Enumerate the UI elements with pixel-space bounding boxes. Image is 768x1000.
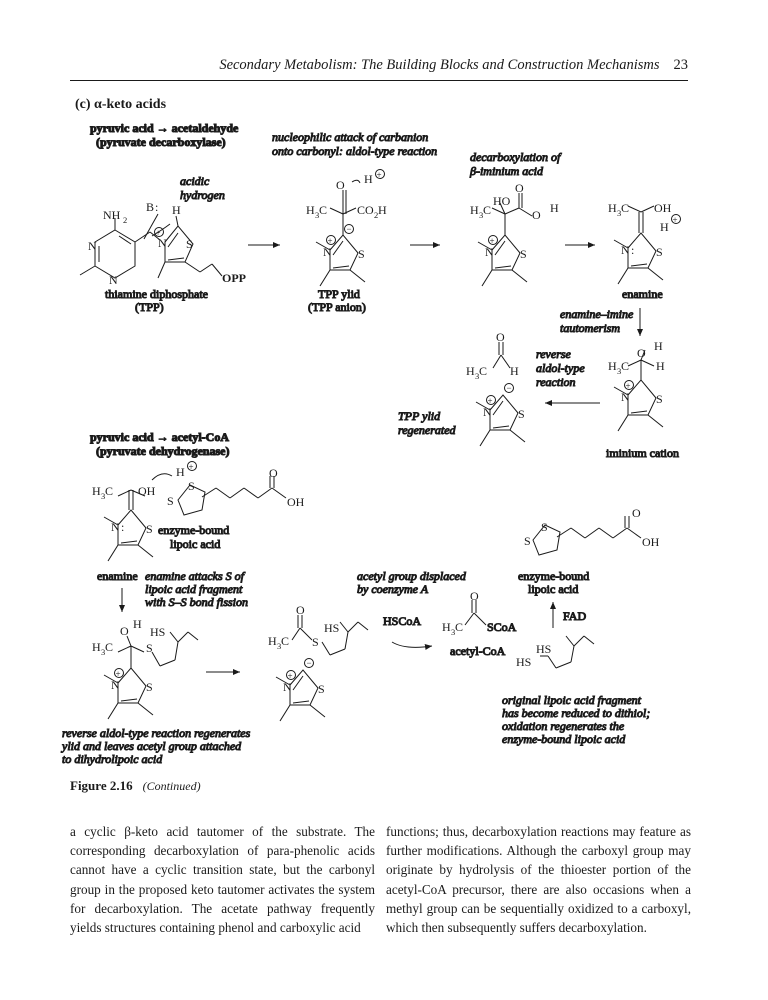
svg-text:O: O [515, 181, 524, 195]
note-reverse-3: reaction [536, 375, 576, 389]
label-fad: FAD [563, 609, 587, 623]
svg-text:N: N [323, 245, 332, 259]
svg-text:HS: HS [324, 621, 340, 635]
svg-text:H: H [92, 484, 101, 498]
svg-text:N: N [283, 680, 292, 694]
svg-text:3: 3 [277, 641, 282, 651]
label-enamine-1: enamine [622, 287, 663, 301]
svg-text:HS: HS [536, 642, 552, 656]
label-enamine-2: enamine [97, 569, 138, 583]
svg-text:S: S [167, 494, 174, 508]
svg-text:NH: NH [103, 208, 121, 222]
svg-text:C: C [455, 620, 464, 634]
scheme2-title-2: (pyruvate dehydrogenase) [96, 444, 230, 458]
svg-text:S: S [146, 680, 153, 694]
svg-text:C: C [483, 203, 492, 217]
note-attack-2: lipoic acid fragment [145, 582, 243, 596]
svg-text:+: + [115, 669, 121, 679]
scheme1-title-2: (pyruvate decarboxylase) [96, 135, 226, 149]
svg-text:2: 2 [374, 210, 379, 220]
svg-text:H: H [660, 220, 669, 234]
note-ylid-regen-2: regenerated [398, 423, 456, 437]
svg-text:+: + [625, 381, 631, 391]
svg-text:N: N [621, 243, 630, 257]
figure-number: Figure 2.16 [70, 778, 133, 793]
note-decarb-2: β-iminium acid [470, 164, 543, 178]
svg-text:S: S [358, 247, 365, 261]
svg-text:OH: OH [642, 535, 660, 549]
svg-text:O: O [532, 208, 541, 222]
svg-text:S: S [520, 247, 527, 261]
svg-text:3: 3 [315, 210, 320, 220]
svg-text:+: + [376, 170, 382, 180]
svg-text:2: 2 [123, 215, 128, 225]
note-nucleophilic-1: nucleophilic attack of carbanion [272, 130, 429, 144]
svg-text:OPP: OPP [222, 271, 246, 285]
note-displaced-2: by coenzyme A [357, 582, 429, 596]
svg-text:S: S [312, 635, 319, 649]
svg-text:3: 3 [101, 647, 106, 657]
svg-text:O: O [496, 330, 505, 344]
note-attack-3: with S–S bond fission [145, 595, 249, 609]
svg-text:+: + [487, 396, 493, 406]
svg-text:O: O [269, 466, 278, 480]
label-tpp-2: (TPP) [135, 300, 164, 314]
svg-text:H: H [133, 617, 142, 631]
lipoic-acid-regenerated-structure [533, 516, 641, 555]
svg-text:S: S [656, 392, 663, 406]
svg-text:3: 3 [479, 210, 484, 220]
note-reverse2-2: ylid and leaves acetyl group attached [62, 739, 242, 753]
acetaldehyde-structure [493, 342, 510, 368]
svg-text:O: O [637, 346, 646, 360]
svg-text:S: S [541, 520, 548, 534]
figure-caption [70, 778, 201, 794]
section-title: α-keto acids [94, 97, 167, 112]
svg-text:S: S [146, 522, 153, 536]
svg-text:H: H [92, 640, 101, 654]
svg-text:O: O [470, 589, 479, 603]
svg-text:H: H [608, 201, 617, 215]
svg-text:N: N [111, 678, 120, 692]
svg-text:3: 3 [101, 491, 106, 501]
svg-text:N: N [109, 273, 118, 287]
svg-text:H: H [470, 203, 479, 217]
svg-text:+: + [672, 215, 678, 225]
label-lipoic-right-1: enzyme-bound [518, 569, 590, 583]
svg-text:S: S [656, 245, 663, 259]
svg-text::: : [631, 243, 635, 257]
label-ylid-1: TPP ylid [318, 287, 360, 301]
svg-text:H: H [268, 634, 277, 648]
svg-text:O: O [632, 506, 641, 520]
arrow-8 [392, 642, 432, 647]
svg-text:N: N [88, 239, 97, 253]
svg-text:H: H [176, 465, 185, 479]
svg-text:C: C [105, 484, 114, 498]
svg-text:O: O [296, 603, 305, 617]
svg-text:+: + [155, 228, 161, 238]
note-reverse2-1: reverse aldol-type reaction regenerates [62, 726, 251, 740]
svg-text:N: N [485, 245, 494, 259]
thiamine-diphosphate-structure [80, 214, 222, 278]
svg-text:OH: OH [138, 484, 156, 498]
note-displaced-1: acetyl group displaced [357, 569, 466, 583]
body-text-right: functions; thus, decarboxylation reactions may feature as further modifications. Although the carboxyl group may originate by hydrolysis of the thioester portion of the acetyl-CoA precursor, there are also occasions when a methyl group can be sequentially oxidized to a carboxyl, which then subsequently suffers decarboxylation. [386, 824, 691, 936]
svg-text:OH: OH [654, 201, 672, 215]
label-lipoic-2: lipoic acid [170, 537, 221, 551]
note-nucleophilic-2: onto carbonyl: aldol-type reaction [272, 144, 438, 158]
svg-text:OH: OH [287, 495, 305, 509]
label-scoa: SCoA [487, 620, 517, 634]
svg-text:N: N [111, 520, 120, 534]
note-tautomer-2: tautomerism [560, 321, 620, 335]
figure-continued: (Continued) [142, 779, 201, 793]
scheme2-title-1: pyruvic acid → acetyl-CoA [90, 430, 229, 444]
svg-text:H: H [608, 359, 617, 373]
note-reverse2-3: to dihydrolipoic acid [62, 752, 163, 766]
svg-text:+: + [327, 236, 333, 246]
label-ylid-2: (TPP anion) [308, 300, 366, 314]
svg-text:+: + [287, 671, 293, 681]
svg-text:+: + [188, 462, 194, 472]
svg-text:N: N [483, 405, 492, 419]
note-original-2: has become reduced to dithiol; [502, 706, 651, 720]
running-head-title: Secondary Metabolism: The Building Blocks and Construction Mechanisms [219, 57, 660, 73]
note-acidic-2: hydrogen [180, 188, 225, 202]
svg-text:S: S [188, 479, 195, 493]
svg-text:N: N [621, 390, 630, 404]
section-label: (c) [75, 97, 91, 112]
svg-text:−: − [506, 383, 512, 393]
svg-text:C: C [319, 203, 328, 217]
body-text-left: a cyclic β-keto acid tautomer of the substrate. The corresponding decarboxylation of para-phenolic acids cannot have a cyclic transition state, but the carbonyl group in the proposed keto tautomer activates the system for decarboxylation. The acetate pathway frequently yields structures containing phenol and carboxylic acid [70, 824, 375, 936]
label-tpp-1: thiamine diphosphate [105, 287, 208, 301]
svg-text:H: H [172, 203, 181, 217]
svg-text:H: H [550, 201, 559, 215]
scheme1-title-1: pyruvic acid → acetaldehyde [90, 121, 239, 135]
svg-text:HO: HO [493, 194, 511, 208]
svg-text:H: H [656, 359, 665, 373]
note-original-1: original lipoic acid fragment [502, 693, 641, 707]
svg-text:HS: HS [150, 625, 166, 639]
note-attack-1: enamine attacks S of [145, 569, 244, 583]
svg-text:C: C [105, 640, 114, 654]
acetyl-coa-structure [465, 600, 486, 625]
svg-text:H: H [442, 620, 451, 634]
svg-text:HS: HS [516, 655, 532, 669]
note-reverse-2: aldol-type [536, 361, 585, 375]
note-tautomer-1: enamine–imine [560, 307, 634, 321]
label-lipoic-1: enzyme-bound [158, 523, 230, 537]
note-reverse-1: reverse [536, 347, 571, 361]
svg-text::: : [121, 520, 125, 534]
label-iminium: iminium cation [606, 446, 679, 460]
svg-text:H: H [654, 339, 663, 353]
svg-text:S: S [524, 534, 531, 548]
svg-text:−: − [306, 658, 312, 668]
note-acidic-1: acidic [180, 174, 210, 188]
page-number: 23 [673, 57, 688, 73]
svg-text:3: 3 [617, 208, 622, 218]
svg-text:H: H [364, 172, 373, 186]
label-acetyl-coa: acetyl-CoA [450, 644, 506, 658]
svg-text:C: C [281, 634, 290, 648]
svg-text:N: N [158, 236, 167, 250]
svg-text:O: O [336, 178, 345, 192]
svg-text:H: H [466, 364, 475, 378]
note-original-3: oxidation regenerates the [502, 719, 625, 733]
svg-text:B: B [146, 200, 155, 214]
svg-text:H: H [378, 203, 387, 217]
svg-text:C: C [621, 359, 630, 373]
note-decarb-1: decarboxylation of [470, 150, 561, 164]
svg-text:S: S [518, 407, 525, 421]
svg-text:S: S [318, 682, 325, 696]
svg-text:H: H [306, 203, 315, 217]
svg-text::: : [155, 200, 159, 214]
svg-text:S: S [186, 237, 193, 251]
svg-text:+: + [489, 236, 495, 246]
svg-text:O: O [120, 624, 129, 638]
label-lipoic-right-2: lipoic acid [528, 582, 579, 596]
svg-text:3: 3 [475, 371, 480, 381]
svg-text:CO: CO [357, 203, 374, 217]
svg-text:−: − [346, 224, 352, 234]
note-original-4: enzyme-bound lipoic acid [502, 732, 626, 746]
svg-text:C: C [621, 201, 630, 215]
svg-text:S: S [146, 641, 153, 655]
svg-text:3: 3 [451, 627, 456, 637]
tpp-ylid-adduct-structure [316, 180, 365, 286]
label-hscoa: HSCoA [383, 614, 422, 628]
svg-text:H: H [510, 364, 519, 378]
svg-text:C: C [479, 364, 488, 378]
note-ylid-regen-1: TPP ylid [398, 409, 441, 423]
svg-text:3: 3 [617, 366, 622, 376]
